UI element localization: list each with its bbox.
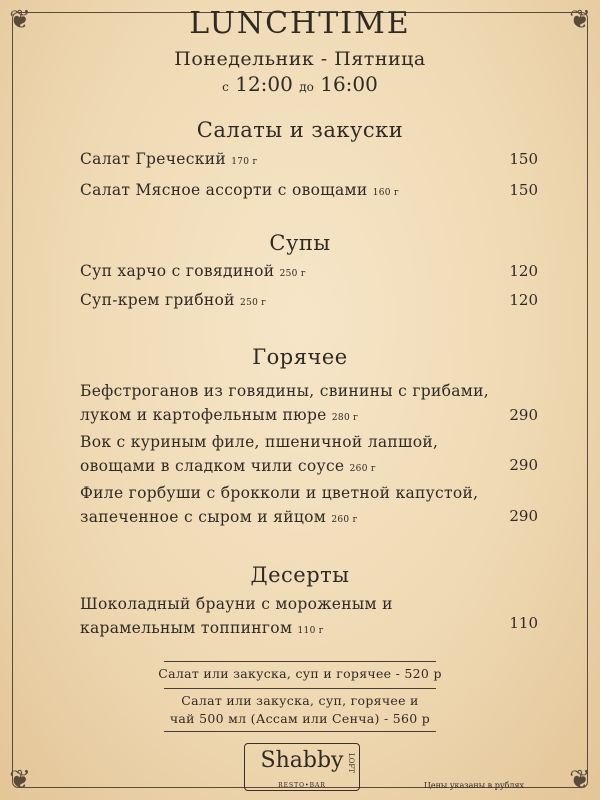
item-price: 290 <box>509 456 538 474</box>
ornament-corner-icon: ❦ <box>9 765 31 795</box>
item-name: Суп харчо с говядиной <box>80 262 275 280</box>
divider <box>164 688 436 689</box>
menu-hours <box>0 72 600 96</box>
section-title-hot: Горячее <box>252 345 348 369</box>
item-name: Салат Мясное ассорти с овощами <box>80 181 368 199</box>
restaurant-logo <box>244 743 360 791</box>
item-price: 120 <box>509 291 538 309</box>
section-title-soups: Супы <box>269 231 331 255</box>
item-name-line2: запеченное с сыром и яйцом <box>80 508 327 526</box>
menu-title: LUNCHTIME <box>189 6 411 41</box>
logo-brand: Shabby <box>260 748 344 773</box>
to-label: до <box>299 80 314 94</box>
item-weight: 110 г <box>297 626 324 636</box>
item-price: 290 <box>509 406 538 424</box>
menu-item <box>80 259 460 286</box>
divider <box>164 731 436 732</box>
menu-item <box>80 178 460 205</box>
menu-item <box>80 379 510 430</box>
ornament-corner-icon: ❦ <box>569 5 591 35</box>
from-time: 12:00 <box>235 72 293 96</box>
item-price: 110 <box>509 614 538 632</box>
item-name-line1: Бефстроганов из говядины, свинины с грибами, <box>80 382 490 400</box>
section-title-salads: Салаты и закуски <box>196 118 404 142</box>
menu-item <box>80 592 510 643</box>
section-title-desserts: Десерты <box>250 563 350 587</box>
item-weight: 250 г <box>240 298 267 308</box>
item-weight: 260 г <box>349 464 376 474</box>
item-name-line1: Шоколадный брауни с мороженым и <box>80 595 393 613</box>
item-name: Суп-крем грибной <box>80 291 235 309</box>
item-price: 150 <box>509 181 538 199</box>
item-name-line1: Вок с куриным филе, пшеничной лапшой, <box>80 433 439 451</box>
item-price: 150 <box>509 150 538 168</box>
item-name-line1: Филе горбуши с брокколи и цветной капустой, <box>80 484 479 502</box>
divider <box>164 661 436 662</box>
item-name-line2: луком и картофельным пюре <box>80 406 327 424</box>
logo-loft: LOFT <box>347 753 355 773</box>
item-weight: 260 г <box>331 515 358 525</box>
menu-item <box>80 430 510 481</box>
price-footnote: Цены указаны в рублях <box>423 781 524 790</box>
menu-days: Понедельник - Пятница <box>174 48 426 70</box>
item-price: 120 <box>509 262 538 280</box>
logo-subtitle: RESTO•BAR <box>278 782 326 789</box>
ornament-corner-icon: ❦ <box>569 765 591 795</box>
menu-item <box>80 147 460 174</box>
item-name-line2: овощами в сладком чили соусе <box>80 457 345 475</box>
menu-item <box>80 288 460 315</box>
combo-offer-1: Салат или закуска, суп и горячее - 520 р <box>158 666 442 681</box>
item-weight: 160 г <box>372 188 400 198</box>
item-price: 290 <box>509 507 538 525</box>
to-time: 16:00 <box>320 72 378 96</box>
menu-item <box>80 481 510 532</box>
item-weight: 250 г <box>279 269 306 279</box>
ornament-corner-icon: ❦ <box>9 5 31 35</box>
item-weight: 170 г <box>231 157 258 167</box>
combo-offer-2-line2: чай 500 мл (Ассам или Сенча) - 560 р <box>169 711 431 726</box>
combo-offer-2-line1: Салат или закуска, суп, горячее и <box>181 693 419 708</box>
from-label: с <box>222 80 229 94</box>
item-weight: 280 г <box>331 413 359 423</box>
item-name-line2: карамельным топпингом <box>80 619 293 637</box>
item-name: Салат Греческий <box>80 150 226 168</box>
